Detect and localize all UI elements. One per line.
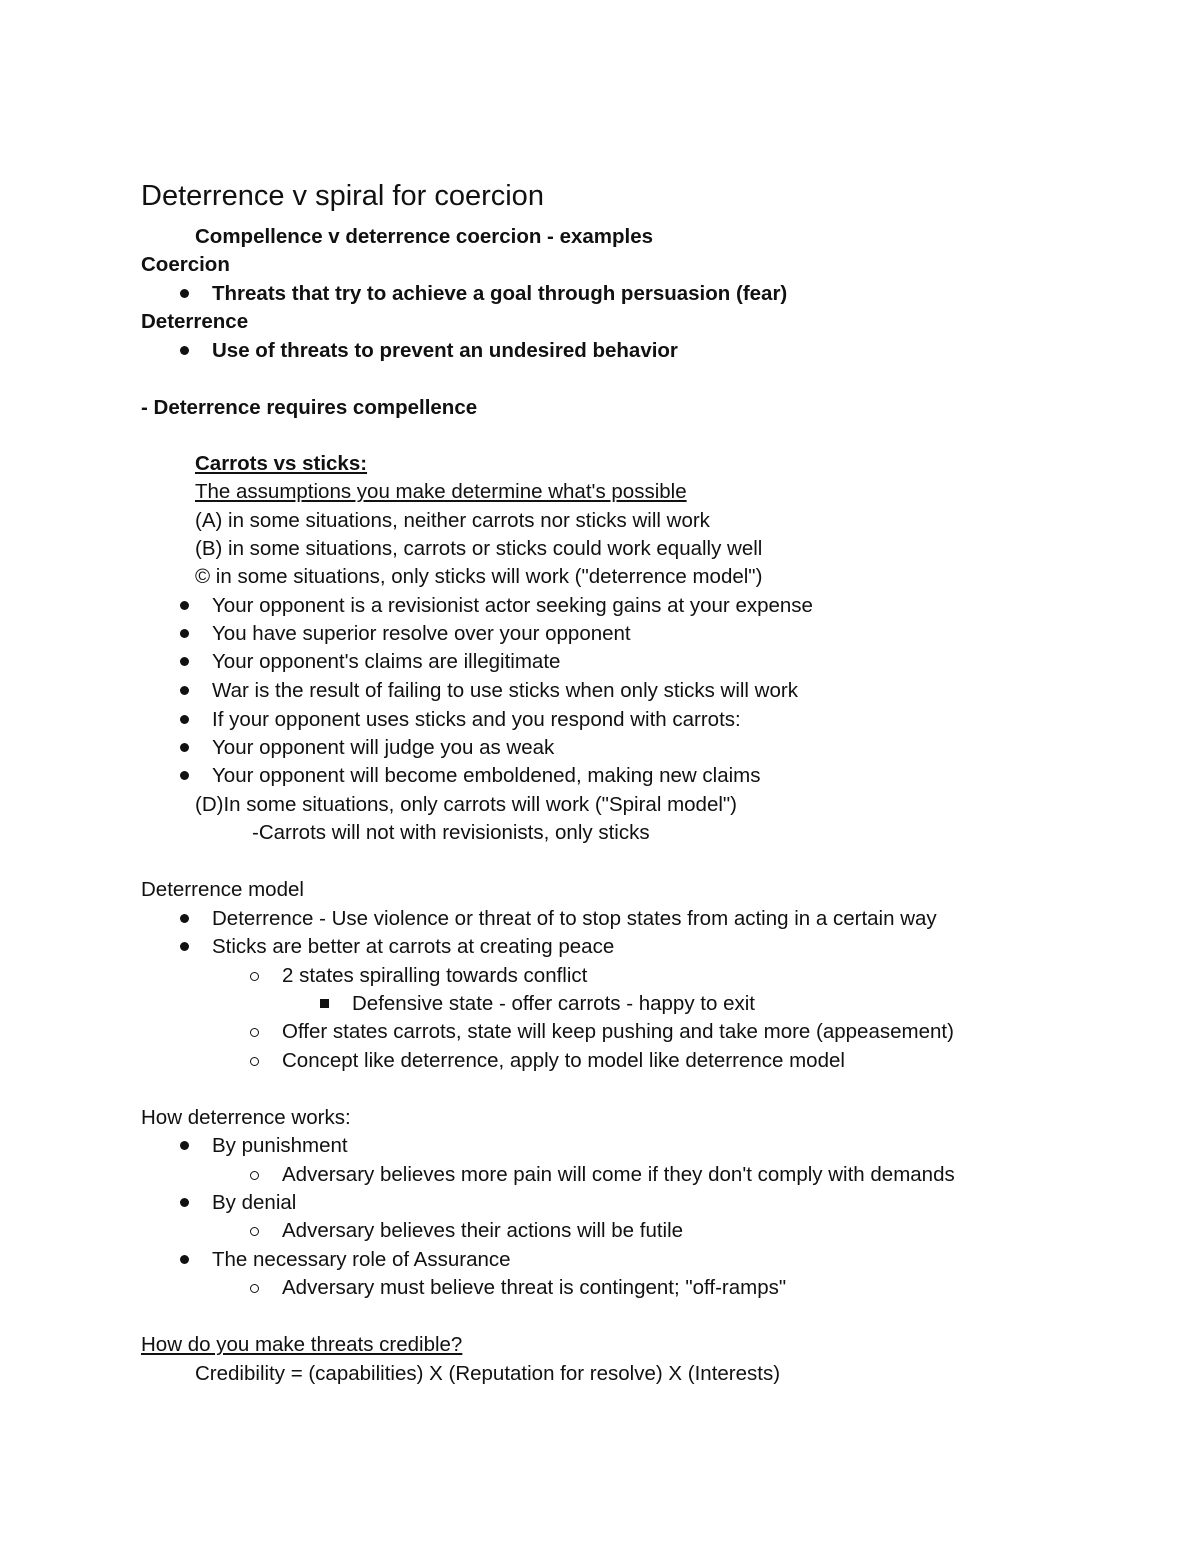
carrots-bullet (212, 734, 554, 762)
bullet-icon (180, 743, 189, 752)
bullet-text: 2 states spiralling towards conflict (282, 964, 588, 987)
bullet-text: Your opponent's claims are illegitimate (212, 650, 561, 673)
bullet-text: The necessary role of Assurance (212, 1248, 511, 1271)
circle-bullet-icon (250, 1284, 259, 1293)
how-works-bullet (212, 1132, 348, 1160)
deterrence-bullet (212, 337, 678, 365)
coercion-heading: Coercion (141, 253, 230, 276)
credible-heading: How do you make threats credible? (141, 1333, 463, 1356)
deterrence-model-subbullet (282, 1047, 845, 1075)
situation-d-note: -Carrots will not with revisionists, only sticks (252, 821, 650, 844)
bullet-text: War is the result of failing to use sticks when only sticks will work (212, 679, 798, 702)
how-works-subbullet (282, 1217, 683, 1245)
deterrence-model-subbullet (282, 1018, 954, 1046)
how-works-bullet (212, 1246, 511, 1274)
bullet-icon (180, 1255, 189, 1264)
deterrence-model-subbullet (282, 962, 587, 990)
bullet-icon (180, 601, 189, 610)
bullet-icon (180, 942, 189, 951)
how-works-subbullet (282, 1161, 955, 1189)
bullet-text: Adversary believes more pain will come if they don't comply with demands (282, 1163, 955, 1186)
bullet-icon (180, 657, 189, 666)
bullet-icon (180, 346, 189, 355)
bullet-icon (180, 686, 189, 695)
carrots-bullet (212, 762, 761, 790)
bullet-text: Adversary must believe threat is contingent; "off-ramps" (282, 1276, 787, 1299)
credibility-formula: Credibility = (capabilities) X (Reputation for resolve) X (Interests) (195, 1362, 781, 1385)
carrots-bullet (212, 677, 798, 705)
bullet-text: Concept like deterrence, apply to model like deterrence model (282, 1049, 845, 1072)
situation-b: (B) in some situations, carrots or sticks could work equally well (195, 537, 763, 560)
carrots-bullet (212, 706, 741, 734)
bullet-icon (180, 1141, 189, 1150)
how-works-bullet (212, 1189, 296, 1217)
circle-bullet-icon (250, 1227, 259, 1236)
circle-bullet-icon (250, 1171, 259, 1180)
carrots-heading: Carrots vs sticks: (195, 452, 368, 475)
circle-bullet-icon (250, 1057, 259, 1066)
bullet-text: Offer states carrots, state will keep pushing and take more (appeasement) (282, 1020, 954, 1043)
bullet-text: Your opponent will become emboldened, making new claims (212, 764, 761, 787)
bullet-text: Sticks are better at carrots at creating peace (212, 935, 615, 958)
situation-d: (D)In some situations, only carrots will work ("Spiral model") (195, 793, 738, 816)
bullet-icon (180, 715, 189, 724)
how-works-subbullet (282, 1274, 786, 1302)
bullet-text: Adversary believes their actions will be futile (282, 1219, 684, 1242)
bullet-icon (180, 771, 189, 780)
deterrence-model-bullet (212, 933, 614, 961)
bullet-icon (180, 289, 189, 298)
circle-bullet-icon (250, 1028, 259, 1037)
deterrence-model-subsubbullet (352, 990, 755, 1018)
deterrence-model-heading: Deterrence model (141, 878, 304, 901)
deterrence-model-bullet (212, 905, 937, 933)
coercion-bullet (212, 280, 787, 308)
bullet-text: Threats that try to achieve a goal through persuasion (fear) (212, 282, 788, 305)
carrots-bullet (212, 592, 813, 620)
square-bullet-icon (320, 999, 329, 1008)
bullet-icon (180, 1198, 189, 1207)
how-works-heading: How deterrence works: (141, 1106, 351, 1129)
bullet-text: You have superior resolve over your opponent (212, 622, 631, 645)
assumptions-line: The assumptions you make determine what's possible (195, 480, 687, 503)
carrots-bullet (212, 648, 560, 676)
situation-c: © in some situations, only sticks will work ("deterrence model") (195, 565, 763, 588)
bullet-text: By punishment (212, 1134, 348, 1157)
page-title: Deterrence v spiral for coercion (141, 180, 544, 212)
bullet-text: Defensive state - offer carrots - happy to exit (352, 992, 755, 1015)
bullet-text: By denial (212, 1191, 297, 1214)
requires-line: - Deterrence requires compellence (141, 396, 478, 419)
bullet-text: Your opponent will judge you as weak (212, 736, 555, 759)
bullet-icon (180, 914, 189, 923)
bullet-text: Your opponent is a revisionist actor seeking gains at your expense (212, 594, 813, 617)
deterrence-heading: Deterrence (141, 310, 249, 333)
bullet-text: If your opponent uses sticks and you respond with carrots: (212, 708, 741, 731)
circle-bullet-icon (250, 972, 259, 981)
situation-a: (A) in some situations, neither carrots nor sticks will work (195, 509, 710, 532)
bullet-text: Deterrence - Use violence or threat of to stop states from acting in a certain way (212, 907, 937, 930)
bullet-icon (180, 629, 189, 638)
subtitle: Compellence v deterrence coercion - examples (195, 225, 654, 248)
carrots-bullet (212, 620, 631, 648)
bullet-text: Use of threats to prevent an undesired behavior (212, 339, 678, 362)
